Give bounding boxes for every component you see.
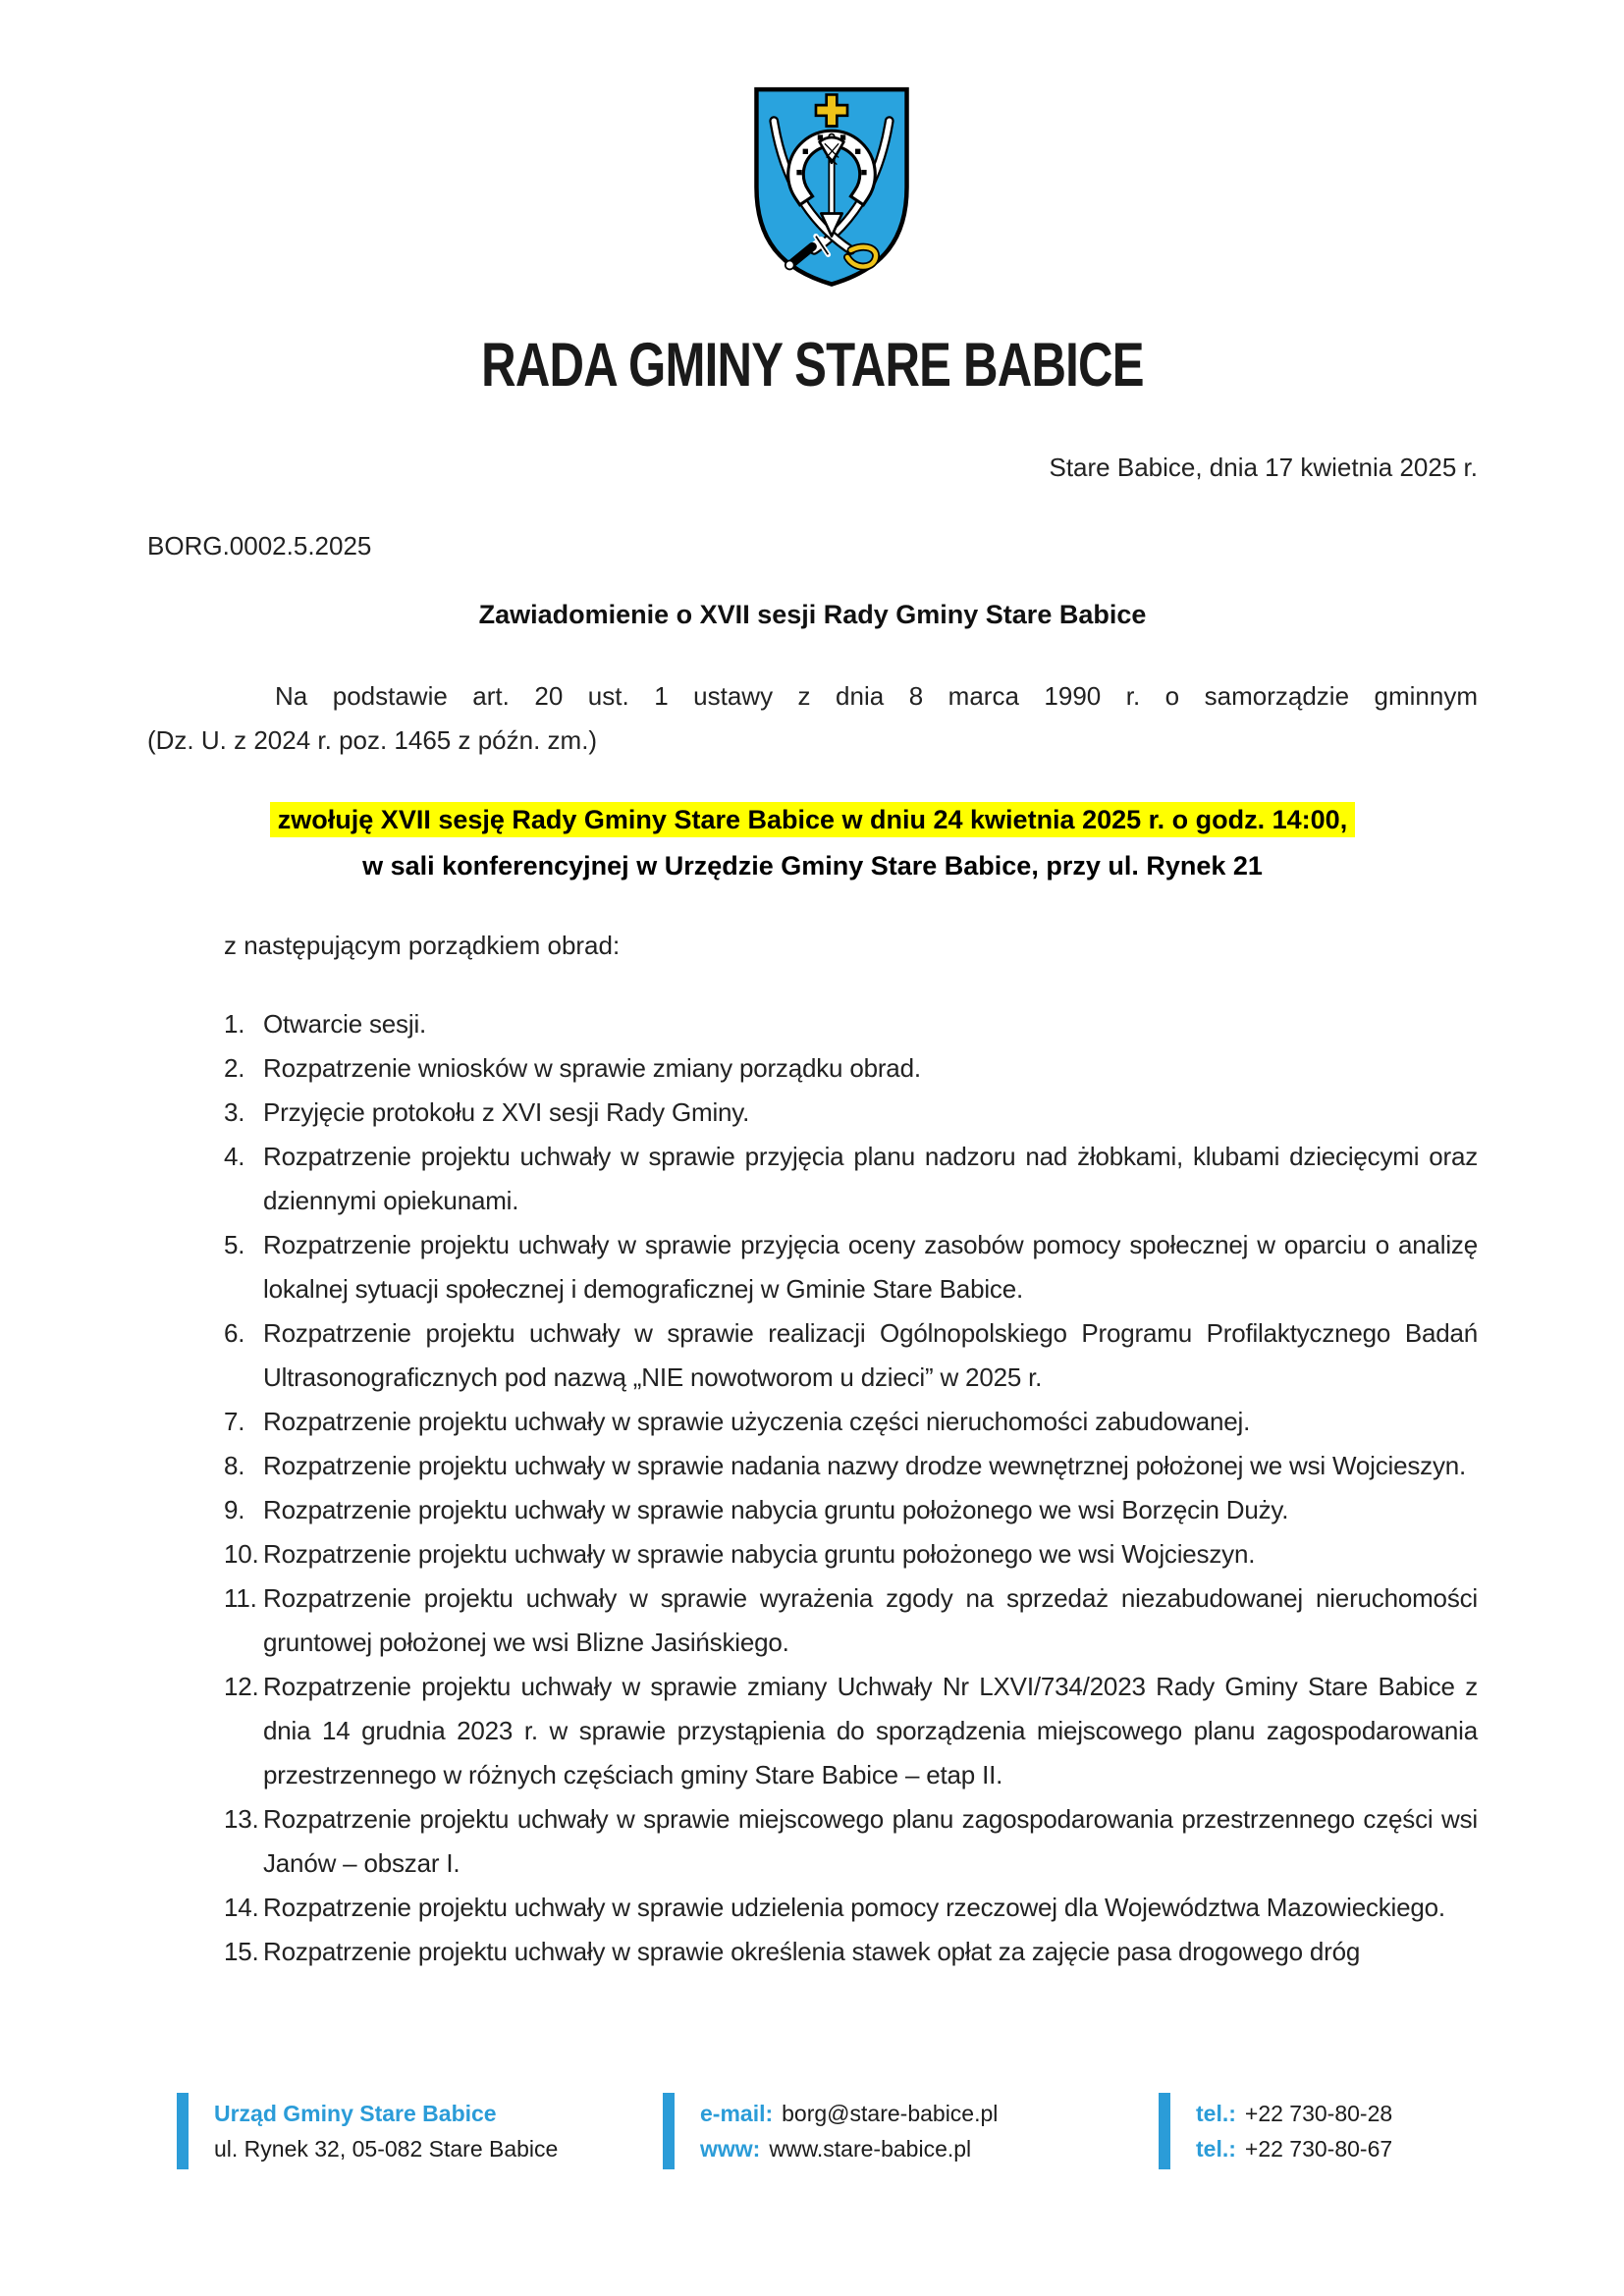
- footer-phone-column: [1159, 2093, 1392, 2169]
- agenda-item: [147, 1930, 1478, 1974]
- agenda-item-text: Rozpatrzenie projektu uchwały w sprawie nadania nazwy drodze wewnętrznej położonej we wsi Wojcieszyn.: [263, 1451, 1467, 1480]
- legal-basis-paragraph: [147, 674, 1478, 763]
- legal-basis-line2: (Dz. U. z 2024 r. poz. 1465 z późn. zm.): [147, 725, 598, 755]
- agenda-item-number: 6.: [224, 1318, 245, 1348]
- agenda-item-text: Rozpatrzenie projektu uchwały w sprawie przyjęcia planu nadzoru nad żłobkami, klubami dziecięcymi oraz dziennymi opiekunami.: [263, 1142, 1478, 1215]
- agenda-item-text: Rozpatrzenie projektu uchwały w sprawie miejscowego planu zagospodarowania przestrzennego części wsi Janów – obszar I.: [263, 1804, 1478, 1878]
- agenda-item-number: 5.: [224, 1230, 245, 1259]
- agenda-item: [147, 1665, 1478, 1797]
- agenda-item-number: 8.: [224, 1451, 245, 1480]
- agenda-item-text: Rozpatrzenie projektu uchwały w sprawie wyrażenia zgody na sprzedaż niezabudowanej nieruchomości gruntowej położonej we wsi Blizne Jasińskiego.: [263, 1583, 1478, 1657]
- agenda-item: [147, 1576, 1478, 1665]
- page-title: [147, 330, 1478, 417]
- agenda-item-text: Rozpatrzenie projektu uchwały w sprawie zmiany Uchwały Nr LXVI/734/2023 Rady Gminy Stare Babice z dnia 14 grudnia 2023 r. w sprawie przystąpienia do sporządzenia miejscowego planu zagospodarowania przestrzennego w różnych częściach gminy Stare Babice – etap II.: [263, 1672, 1478, 1789]
- www-value: www.stare-babice.pl: [769, 2136, 972, 2162]
- org-name: RADA GMINY STARE BABICE: [481, 331, 1144, 400]
- agenda-item-number: 10.: [224, 1539, 259, 1569]
- agenda-item-number: 11.: [224, 1583, 257, 1613]
- agenda-item-text: Rozpatrzenie projektu uchwały w sprawie realizacji Ogólnopolskiego Programu Profilaktycznego Badań Ultrasonograficznych pod nazwą „NIE nowotworom u dzieci” w 2025 r.: [263, 1318, 1478, 1392]
- agenda-item-text: Rozpatrzenie projektu uchwały w sprawie nabycia gruntu położonego we wsi Borzęcin Duży.: [263, 1495, 1289, 1524]
- agenda-item: [147, 1091, 1478, 1135]
- agenda-item-text: Rozpatrzenie wniosków w sprawie zmiany porządku obrad.: [263, 1053, 921, 1083]
- agenda-item: [147, 1400, 1478, 1444]
- agenda-item-number: 1.: [224, 1009, 245, 1039]
- tel2-value: +22 730-80-67: [1244, 2136, 1393, 2162]
- agenda-item: [147, 1046, 1478, 1091]
- agenda-item: [147, 1002, 1478, 1046]
- agenda-item-text: Rozpatrzenie projektu uchwały w sprawie nabycia gruntu położonego we wsi Wojcieszyn.: [263, 1539, 1256, 1569]
- footer-office-name: Urząd Gminy Stare Babice: [214, 2101, 497, 2126]
- agenda-item: [147, 1532, 1478, 1576]
- email-value: borg@stare-babice.pl: [782, 2101, 999, 2126]
- agenda-item: [147, 1223, 1478, 1311]
- agenda-item-number: 2.: [224, 1053, 245, 1083]
- tel1-value: +22 730-80-28: [1244, 2101, 1393, 2126]
- agenda-item-text: Rozpatrzenie projektu uchwały w sprawie przyjęcia oceny zasobów pomocy społecznej w oparciu o analizę lokalnej sytuacji społecznej i demograficznej w Gminie Stare Babice.: [263, 1230, 1478, 1304]
- agenda-item: [147, 1444, 1478, 1488]
- summons-block: [147, 797, 1478, 889]
- footer-tel1-line: [1196, 2096, 1392, 2131]
- reference-number: BORG.0002.5.2025: [147, 531, 372, 561]
- agenda-item-number: 9.: [224, 1495, 245, 1524]
- agenda-item-text: Rozpatrzenie projektu uchwały w sprawie udzielenia pomocy rzeczowej dla Województwa Mazowieckiego.: [263, 1893, 1445, 1922]
- agenda-item-number: 13.: [224, 1804, 259, 1834]
- agenda-item: [147, 1311, 1478, 1400]
- agenda-item-number: 14.: [224, 1893, 259, 1922]
- tel1-label: tel.:: [1196, 2101, 1236, 2126]
- footer-contact-column: [663, 2093, 998, 2169]
- footer-tel2-line: [1196, 2131, 1392, 2166]
- footer-www-line: [700, 2131, 998, 2166]
- email-label: e-mail:: [700, 2101, 774, 2126]
- summons-line2: w sali konferencyjnej w Urzędzie Gminy Stare Babice, przy ul. Rynek 21: [362, 851, 1263, 881]
- agenda-item-number: 12.: [224, 1672, 259, 1701]
- notice-title: Zawiadomienie o XVII sesji Rady Gminy Stare Babice: [478, 600, 1147, 629]
- agenda-item-text: Rozpatrzenie projektu uchwały w sprawie określenia stawek opłat za zajęcie pasa drogowego dróg: [263, 1937, 1361, 1966]
- legal-basis-line1: Na podstawie art. 20 ust. 1 ustawy z dnia 8 marca 1990 r. o samorządzie gminnym: [275, 681, 1478, 711]
- agenda-list: [147, 1002, 1478, 1974]
- agenda-intro: z następującym porządkiem obrad:: [224, 931, 621, 960]
- agenda-item-text: Przyjęcie protokołu z XVI sesji Rady Gminy.: [263, 1097, 750, 1127]
- agenda-item-text: Rozpatrzenie projektu uchwały w sprawie użyczenia części nieruchomości zabudowanej.: [263, 1407, 1251, 1436]
- agenda-item: [147, 1797, 1478, 1886]
- footer-office-address: ul. Rynek 32, 05-082 Stare Babice: [214, 2136, 559, 2162]
- date-line: Stare Babice, dnia 17 kwietnia 2025 r.: [1049, 453, 1478, 482]
- agenda-item-number: 15.: [224, 1937, 259, 1966]
- agenda-item-text: Otwarcie sesji.: [263, 1009, 427, 1039]
- coat-of-arms-icon: [744, 80, 919, 291]
- highlighted-text: zwołuję XVII sesję Rady Gminy Stare Babice w dniu 24 kwietnia 2025 r. o godz. 14:00,: [270, 802, 1355, 837]
- footer-office-column: [177, 2093, 558, 2169]
- www-label: www:: [700, 2136, 761, 2162]
- agenda-item-number: 4.: [224, 1142, 245, 1171]
- tel2-label: tel.:: [1196, 2136, 1236, 2162]
- agenda-item-number: 7.: [224, 1407, 245, 1436]
- agenda-item: [147, 1488, 1478, 1532]
- summons-line1: [147, 797, 1478, 843]
- agenda-item-number: 3.: [224, 1097, 245, 1127]
- footer-email-line: [700, 2096, 998, 2131]
- agenda-item: [147, 1135, 1478, 1223]
- agenda-item: [147, 1886, 1478, 1930]
